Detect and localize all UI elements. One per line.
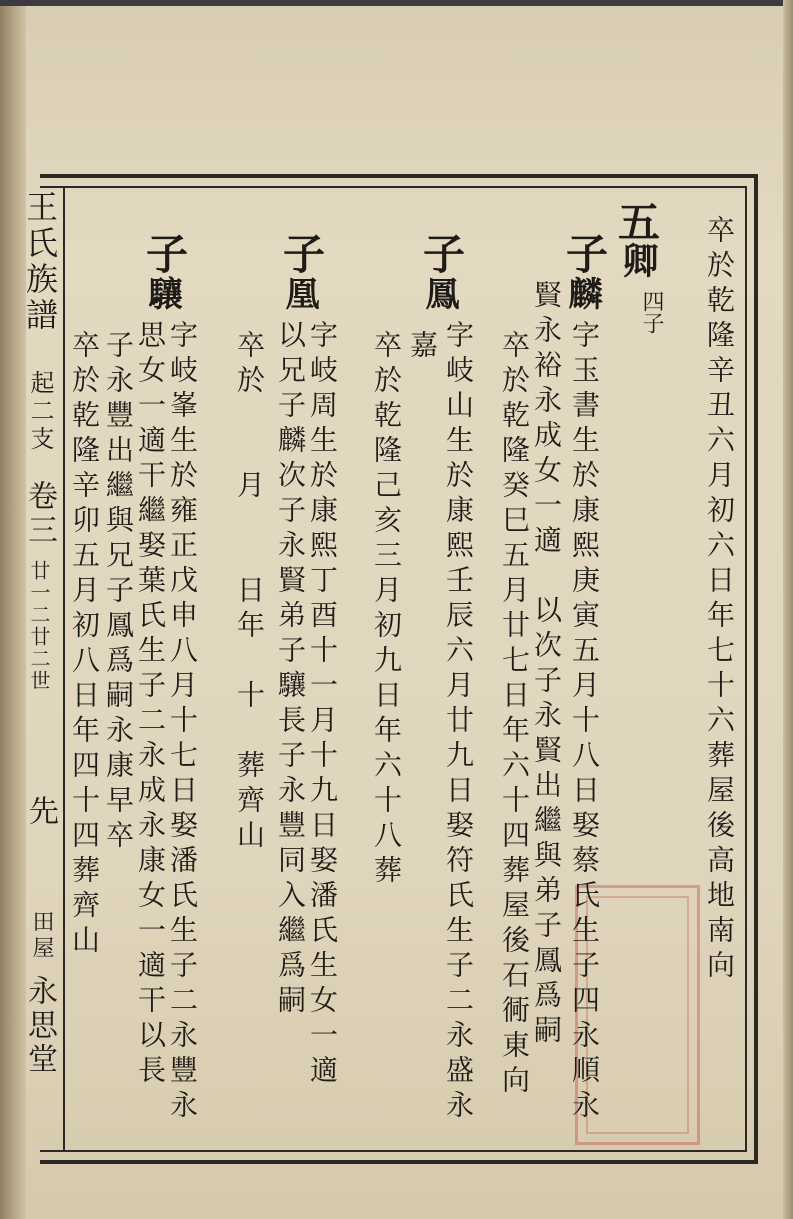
- text-column-6: 卒於 月 日年 十 葬齊山: [233, 330, 266, 855]
- text-column-4: 卒於乾隆己亥三月初九日年六十八葬: [370, 330, 403, 890]
- entry-head-zi-lin: 子: [560, 232, 609, 274]
- margin-volume: 卷三: [22, 480, 57, 548]
- entry-name-feng-a: 鳳: [419, 276, 459, 310]
- margin-generation: 廿一二廿二世: [27, 560, 51, 692]
- text-column-3: 卒於乾隆癸巳五月廿七日年六十四葬屋後石衕東向: [498, 330, 531, 1100]
- margin-rule: [63, 188, 65, 1150]
- entry-name-qing: 卿: [617, 242, 659, 278]
- text-column-7: 思女一適干繼娶葉氏生子二永成永康女一適干以長: [134, 320, 167, 1090]
- top-edge: [0, 0, 793, 6]
- entry-head-zi-feng-b: 子: [277, 232, 326, 274]
- margin-hall: 永思堂: [22, 975, 57, 1077]
- text-column-jia: 嘉: [406, 330, 439, 365]
- entry-text-zifeng-a: 字岐山生於康熙壬辰六月廿九日娶符氏生子二永盛永: [442, 320, 475, 1125]
- entry-name-feng-b: 凰: [279, 276, 319, 310]
- page-frame-top-rule: [40, 186, 747, 188]
- text-column-1: 卒於乾隆辛丑六月初六日年七十六葬屋後高地南向: [703, 215, 736, 985]
- entry-note-sizi: 四子: [639, 290, 664, 334]
- page-frame-right-rule: [745, 186, 747, 1152]
- entry-name-lin: 麟: [562, 276, 602, 310]
- entry-text-zifeng-b: 字岐周生於康熙丁酉十一月十九日娶潘氏生女一適: [306, 320, 339, 1090]
- entry-head-zi-feng-a: 子: [417, 232, 466, 274]
- entry-text-zixiang: 字岐峯生於雍正戊申八月十七日娶潘氏生子二永豐永: [166, 320, 199, 1125]
- page-frame-bottom-rule: [40, 1150, 747, 1152]
- text-column-5: 以兄子麟次子永賢弟子驤長子永豐同入繼爲嗣: [274, 320, 307, 1020]
- text-column-2: 賢永裕永成女一適 以次子永賢出繼與弟子鳳爲嗣: [530, 280, 563, 1050]
- margin-branch: 起二支: [26, 370, 54, 454]
- entry-name-xiang: 驤: [142, 276, 182, 310]
- text-column-9: 卒於乾隆辛卯五月初八日年四十四葬齊山: [68, 330, 101, 960]
- entry-head-wu: 五: [612, 200, 661, 242]
- text-column-8: 子永豐出繼與兄子鳳爲嗣永康早卒: [102, 330, 135, 855]
- entry-text-zilin: 字玉書生於康熙庚寅五月十八日娶蔡氏生子四永順永: [568, 320, 601, 1125]
- entry-head-zi-xiang: 子: [140, 232, 189, 274]
- margin-place: 田屋: [29, 910, 54, 962]
- margin-page: 先: [23, 795, 58, 829]
- right-page-edge: [783, 0, 793, 1219]
- margin-title: 王氏族譜: [21, 190, 59, 334]
